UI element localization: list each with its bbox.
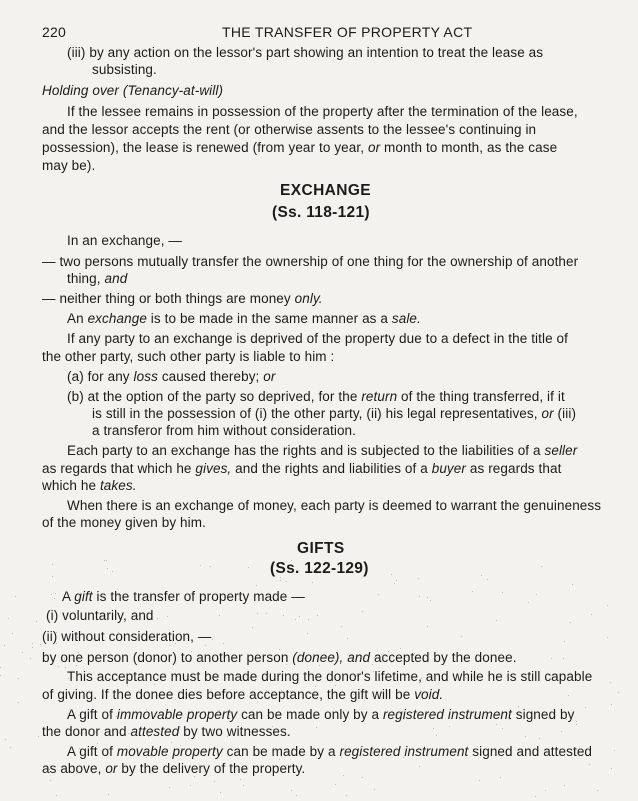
scan-speckle bbox=[346, 795, 347, 796]
scan-speckle bbox=[372, 717, 373, 718]
scan-speckle bbox=[8, 618, 9, 619]
scan-speckle bbox=[118, 632, 119, 633]
scan-speckle bbox=[335, 685, 336, 686]
scan-speckle bbox=[585, 707, 586, 708]
scan-speckle bbox=[200, 565, 201, 566]
text-line: If the lessee remains in possession of the property after the termination of the lease, bbox=[67, 104, 578, 119]
scan-speckle bbox=[296, 795, 297, 796]
scan-speckle bbox=[611, 704, 612, 705]
scan-speckle bbox=[136, 653, 137, 654]
scan-speckle bbox=[175, 643, 176, 644]
scan-speckle bbox=[50, 780, 51, 781]
scan-speckle bbox=[314, 572, 315, 573]
scan-speckle bbox=[227, 736, 228, 737]
text-line: a transferor from him without consideration. bbox=[92, 423, 357, 438]
scan-speckle bbox=[291, 560, 292, 561]
scan-speckle bbox=[525, 736, 526, 737]
scan-speckle bbox=[319, 665, 320, 666]
scan-speckle bbox=[496, 724, 497, 725]
scan-speckle bbox=[315, 686, 316, 687]
section-subheading: Holding over (Tenancy-at-will) bbox=[42, 83, 224, 98]
scan-speckle bbox=[248, 567, 249, 568]
scan-speckle bbox=[275, 719, 276, 720]
scan-speckle bbox=[194, 776, 195, 777]
scan-speckle bbox=[465, 677, 466, 678]
scan-speckle bbox=[56, 643, 57, 644]
scan-speckle bbox=[611, 768, 612, 769]
scan-speckle bbox=[280, 577, 281, 578]
scan-speckle bbox=[353, 694, 354, 695]
scan-speckle bbox=[180, 745, 181, 746]
scan-speckle bbox=[40, 644, 41, 645]
scan-speckle bbox=[220, 792, 221, 793]
scan-speckle bbox=[97, 743, 98, 744]
scan-speckle bbox=[396, 580, 397, 581]
scan-speckle bbox=[257, 613, 258, 614]
scan-speckle bbox=[568, 695, 569, 696]
text-line: as above, or by the delivery of the property. bbox=[42, 761, 306, 776]
scan-speckle bbox=[212, 639, 213, 640]
scan-speckle bbox=[86, 613, 87, 614]
scan-speckle bbox=[243, 785, 244, 786]
running-title: THE TRANSFER OF PROPERTY ACT bbox=[222, 24, 473, 40]
scan-speckle bbox=[597, 790, 598, 791]
text-line: the other party, such other party is liable to him : bbox=[42, 349, 335, 364]
scan-speckle bbox=[475, 712, 476, 713]
scan-speckle bbox=[18, 702, 19, 703]
text-line: (ii) without consideration, — bbox=[42, 629, 212, 644]
scan-speckle bbox=[418, 578, 419, 579]
scan-speckle bbox=[51, 594, 52, 595]
scan-speckle bbox=[607, 605, 608, 606]
scan-speckle bbox=[308, 619, 309, 620]
scan-speckle bbox=[381, 654, 382, 655]
scan-speckle bbox=[536, 594, 537, 595]
scan-speckle bbox=[280, 580, 281, 581]
scan-speckle bbox=[391, 574, 392, 575]
scan-speckle bbox=[341, 757, 342, 758]
scan-speckle bbox=[36, 621, 37, 622]
scan-speckle bbox=[364, 700, 365, 701]
scan-speckle bbox=[5, 739, 6, 740]
scan-speckle bbox=[372, 664, 373, 665]
text-line: by one person (donor) to another person (donee), and accepted by the donee. bbox=[42, 650, 517, 665]
scan-speckle bbox=[146, 630, 147, 631]
scan-speckle bbox=[335, 660, 336, 661]
scan-speckle bbox=[204, 597, 205, 598]
text-line: When there is an exchange of money, each party is deemed to warrant the genuineness bbox=[67, 498, 602, 513]
scan-speckle bbox=[104, 560, 105, 561]
scan-speckle bbox=[116, 716, 117, 717]
scan-speckle bbox=[170, 645, 171, 646]
scan-speckle bbox=[38, 736, 39, 737]
scan-speckle bbox=[400, 648, 401, 649]
scan-speckle bbox=[80, 733, 81, 734]
scan-speckle bbox=[54, 610, 55, 611]
text-line: as regards that which he gives, and the rights and liabilities of a buyer as regards that bbox=[42, 461, 562, 476]
text-line: may be). bbox=[42, 158, 96, 173]
scan-speckle bbox=[243, 748, 244, 749]
text-line: subsisting. bbox=[92, 62, 157, 77]
scan-speckle bbox=[272, 726, 273, 727]
scan-speckle bbox=[566, 719, 567, 720]
scan-speckle bbox=[83, 728, 84, 729]
scan-speckle bbox=[419, 596, 420, 597]
text-line: This acceptance must be made during the donor's lifetime, and while he is still capable bbox=[67, 669, 593, 684]
scan-speckle bbox=[481, 575, 482, 576]
scan-speckle bbox=[52, 564, 53, 565]
scan-speckle bbox=[433, 713, 434, 714]
text-line: — neither thing or both things are money only. bbox=[42, 291, 323, 306]
scan-speckle bbox=[177, 676, 178, 677]
text-line: In an exchange, — bbox=[67, 233, 183, 248]
scan-speckle bbox=[461, 636, 462, 637]
scan-speckle bbox=[316, 727, 317, 728]
scan-speckle bbox=[65, 667, 66, 668]
scan-speckle bbox=[10, 747, 11, 748]
text-line: A gift is the transfer of property made — bbox=[62, 589, 305, 604]
text-line: Each party to an exchange has the rights and is subjected to the liabilities of a seller bbox=[67, 443, 578, 458]
scan-speckle bbox=[614, 750, 615, 751]
section-numbers-gifts: (Ss. 122-129) bbox=[270, 560, 369, 577]
scan-speckle bbox=[106, 560, 107, 561]
text-line: thing, and bbox=[67, 271, 128, 286]
scan-speckle bbox=[427, 626, 428, 627]
scan-speckle bbox=[510, 658, 511, 659]
scan-speckle bbox=[607, 637, 608, 638]
text-line: which he takes. bbox=[42, 478, 137, 493]
scan-speckle bbox=[539, 738, 540, 739]
scan-speckle bbox=[281, 690, 282, 691]
scan-speckle bbox=[449, 726, 450, 727]
scan-speckle bbox=[240, 779, 241, 780]
scan-speckle bbox=[564, 785, 565, 786]
scan-speckle bbox=[266, 690, 267, 691]
scan-speckle bbox=[362, 777, 363, 778]
text-line: — two persons mutually transfer the ownership of one thing for the ownership of another bbox=[42, 254, 579, 269]
section-heading-gifts: GIFTS bbox=[297, 540, 345, 557]
scan-speckle bbox=[205, 645, 206, 646]
scan-speckle bbox=[292, 766, 293, 767]
scan-speckle bbox=[76, 665, 77, 666]
scan-speckle bbox=[146, 757, 147, 758]
text-line: possession), the lease is renewed (from year to year, or month to month, as the case bbox=[42, 140, 558, 155]
scan-speckle bbox=[0, 675, 1, 676]
scan-speckle bbox=[591, 614, 592, 615]
scan-speckle bbox=[198, 754, 199, 755]
scan-speckle bbox=[610, 682, 611, 683]
scan-speckle bbox=[487, 579, 488, 580]
scan-speckle bbox=[436, 735, 437, 736]
scan-speckle bbox=[341, 626, 342, 627]
scan-speckle bbox=[56, 795, 57, 796]
scan-speckle bbox=[528, 602, 529, 603]
scan-speckle bbox=[0, 667, 1, 668]
scan-speckle bbox=[347, 638, 348, 639]
scan-speckle bbox=[108, 749, 109, 750]
section-numbers-exchange: (Ss. 118-121) bbox=[272, 204, 370, 221]
scan-speckle bbox=[564, 641, 565, 642]
scan-speckle bbox=[283, 615, 284, 616]
scan-speckle bbox=[378, 594, 379, 595]
scan-speckle bbox=[383, 655, 384, 656]
scan-speckle bbox=[576, 724, 577, 725]
scan-speckle bbox=[167, 616, 168, 617]
scan-speckle bbox=[30, 658, 31, 659]
scan-speckle bbox=[421, 678, 422, 679]
scan-speckle bbox=[93, 638, 94, 639]
scan-speckle bbox=[56, 632, 57, 633]
scan-speckle bbox=[430, 600, 431, 601]
text-line: If any party to an exchange is deprived of the property due to a defect in the title of bbox=[67, 331, 569, 346]
scan-speckle bbox=[157, 618, 158, 619]
scan-speckle bbox=[210, 566, 211, 567]
scan-speckle bbox=[535, 796, 536, 797]
scan-speckle bbox=[427, 597, 428, 598]
scan-speckle bbox=[502, 728, 503, 729]
scan-speckle bbox=[394, 583, 395, 584]
scan-speckle bbox=[545, 790, 546, 791]
scan-speckle bbox=[419, 766, 420, 767]
scan-speckle bbox=[576, 721, 577, 722]
scan-speckle bbox=[541, 566, 542, 567]
scan-speckle bbox=[191, 651, 192, 652]
scan-speckle bbox=[304, 658, 305, 659]
scan-speckle bbox=[71, 638, 72, 639]
scan-speckle bbox=[58, 666, 59, 667]
section-heading-exchange: EXCHANGE bbox=[280, 182, 372, 199]
scan-speckle bbox=[287, 735, 288, 736]
scan-speckle bbox=[294, 597, 295, 598]
scan-speckle bbox=[388, 651, 389, 652]
scan-speckle bbox=[455, 712, 456, 713]
scan-speckle bbox=[551, 658, 552, 659]
scan-speckle bbox=[154, 684, 155, 685]
scan-speckle bbox=[292, 682, 293, 683]
scan-speckle bbox=[618, 692, 619, 693]
scan-speckle bbox=[127, 685, 128, 686]
scan-speckle bbox=[108, 794, 109, 795]
scan-speckle bbox=[214, 781, 215, 782]
scan-speckle bbox=[279, 759, 280, 760]
scan-speckle bbox=[107, 568, 108, 569]
scan-speckle bbox=[55, 593, 56, 594]
scan-speckle bbox=[15, 596, 16, 597]
scan-speckle bbox=[148, 736, 149, 737]
scan-speckle bbox=[307, 633, 308, 634]
scan-speckle bbox=[290, 767, 291, 768]
scan-speckle bbox=[77, 637, 78, 638]
scan-speckle bbox=[12, 633, 13, 634]
scan-speckle bbox=[252, 627, 253, 628]
scan-speckle bbox=[295, 619, 296, 620]
scan-speckle bbox=[312, 582, 313, 583]
scan-speckle bbox=[391, 662, 392, 663]
scan-speckle bbox=[218, 659, 219, 660]
page-number: 220 bbox=[42, 24, 66, 40]
scan-speckle bbox=[472, 591, 473, 592]
scan-speckle bbox=[286, 765, 287, 766]
scan-speckle bbox=[477, 746, 478, 747]
scan-speckle bbox=[356, 675, 357, 676]
scan-speckle bbox=[482, 715, 483, 716]
scan-speckle bbox=[561, 731, 562, 732]
scan-speckle bbox=[500, 777, 501, 778]
scan-speckle bbox=[219, 710, 220, 711]
text-line: An exchange is to be made in the same manner as a sale. bbox=[67, 311, 421, 326]
scan-speckle bbox=[518, 706, 519, 707]
scan-speckle bbox=[223, 643, 224, 644]
scan-speckle bbox=[4, 645, 5, 646]
scan-speckle bbox=[79, 748, 80, 749]
scan-speckle bbox=[343, 572, 344, 573]
text-line: of the money given by him. bbox=[42, 515, 206, 530]
scan-speckle bbox=[563, 658, 564, 659]
scan-speckle bbox=[112, 571, 113, 572]
scan-speckle bbox=[146, 709, 147, 710]
scan-speckle bbox=[73, 618, 74, 619]
scan-speckle bbox=[311, 693, 312, 694]
scan-speckle bbox=[374, 657, 375, 658]
scan-speckle bbox=[49, 769, 50, 770]
scan-speckle bbox=[190, 785, 191, 786]
text-line: (i) voluntarily, and bbox=[46, 608, 154, 623]
text-line: and the lessor accepts the rent (or otherwise assents to the lessee's continuing in bbox=[42, 122, 537, 137]
scan-speckle bbox=[76, 773, 77, 774]
text-line: A gift of immovable property can be made only by a registered instrument signed by bbox=[67, 707, 575, 722]
text-line: is still in the possession of (i) the other party, (ii) his legal representatives, or (iii) bbox=[92, 406, 577, 421]
scan-speckle bbox=[169, 787, 170, 788]
text-line: of giving. If the donee dies before acceptance, the gift will be void. bbox=[42, 687, 444, 702]
text-line: the donor and attested by two witnesses. bbox=[42, 724, 291, 739]
scan-speckle bbox=[286, 664, 287, 665]
scan-speckle bbox=[352, 565, 353, 566]
scan-speckle bbox=[32, 647, 33, 648]
scan-speckle bbox=[266, 613, 267, 614]
scan-speckle bbox=[291, 790, 292, 791]
running-header bbox=[42, 24, 598, 42]
scan-speckle bbox=[219, 615, 220, 616]
scan-speckle bbox=[255, 681, 256, 682]
scan-speckle bbox=[32, 643, 33, 644]
scan-speckle bbox=[572, 584, 573, 585]
scan-speckle bbox=[589, 764, 590, 765]
scan-speckle bbox=[278, 677, 279, 678]
text-line: (iii) by any action on the lessor's part showing an intention to treat the lease as bbox=[67, 45, 544, 60]
scan-speckle bbox=[362, 611, 363, 612]
scan-speckle bbox=[335, 784, 336, 785]
scan-speckle bbox=[414, 653, 415, 654]
scan-speckle bbox=[256, 585, 257, 586]
scan-speckle bbox=[279, 649, 280, 650]
scan-speckle bbox=[479, 780, 480, 781]
scan-speckle bbox=[22, 652, 23, 653]
scan-speckle bbox=[373, 671, 374, 672]
text-line: (a) for any loss caused thereby; or bbox=[67, 369, 276, 384]
scan-speckle bbox=[496, 620, 497, 621]
scan-speckle bbox=[64, 658, 65, 659]
scan-speckle bbox=[343, 775, 344, 776]
scan-speckle bbox=[151, 770, 152, 771]
scan-speckle bbox=[290, 691, 291, 692]
scan-speckle bbox=[433, 728, 434, 729]
scan-speckle bbox=[128, 733, 129, 734]
scan-speckle bbox=[403, 757, 404, 758]
scan-speckle bbox=[299, 616, 300, 617]
scan-speckle bbox=[502, 592, 503, 593]
scan-speckle bbox=[85, 732, 86, 733]
scan-speckle bbox=[175, 699, 176, 700]
scan-speckle bbox=[54, 598, 55, 599]
scan-speckle bbox=[78, 652, 79, 653]
scan-speckle bbox=[18, 678, 19, 679]
scan-speckle bbox=[286, 581, 287, 582]
scan-speckle bbox=[52, 576, 53, 577]
text-line: (b) at the option of the party so deprived, for the return of the thing transferred, if it bbox=[67, 389, 565, 404]
scan-speckle bbox=[317, 615, 318, 616]
text-line: A gift of movable property can be made by a registered instrument signed and attested bbox=[67, 744, 593, 759]
scan-speckle bbox=[570, 622, 571, 623]
scan-speckle bbox=[281, 680, 282, 681]
scan-speckle bbox=[171, 742, 172, 743]
scan-speckle bbox=[68, 678, 69, 679]
scan-speckle bbox=[374, 789, 375, 790]
